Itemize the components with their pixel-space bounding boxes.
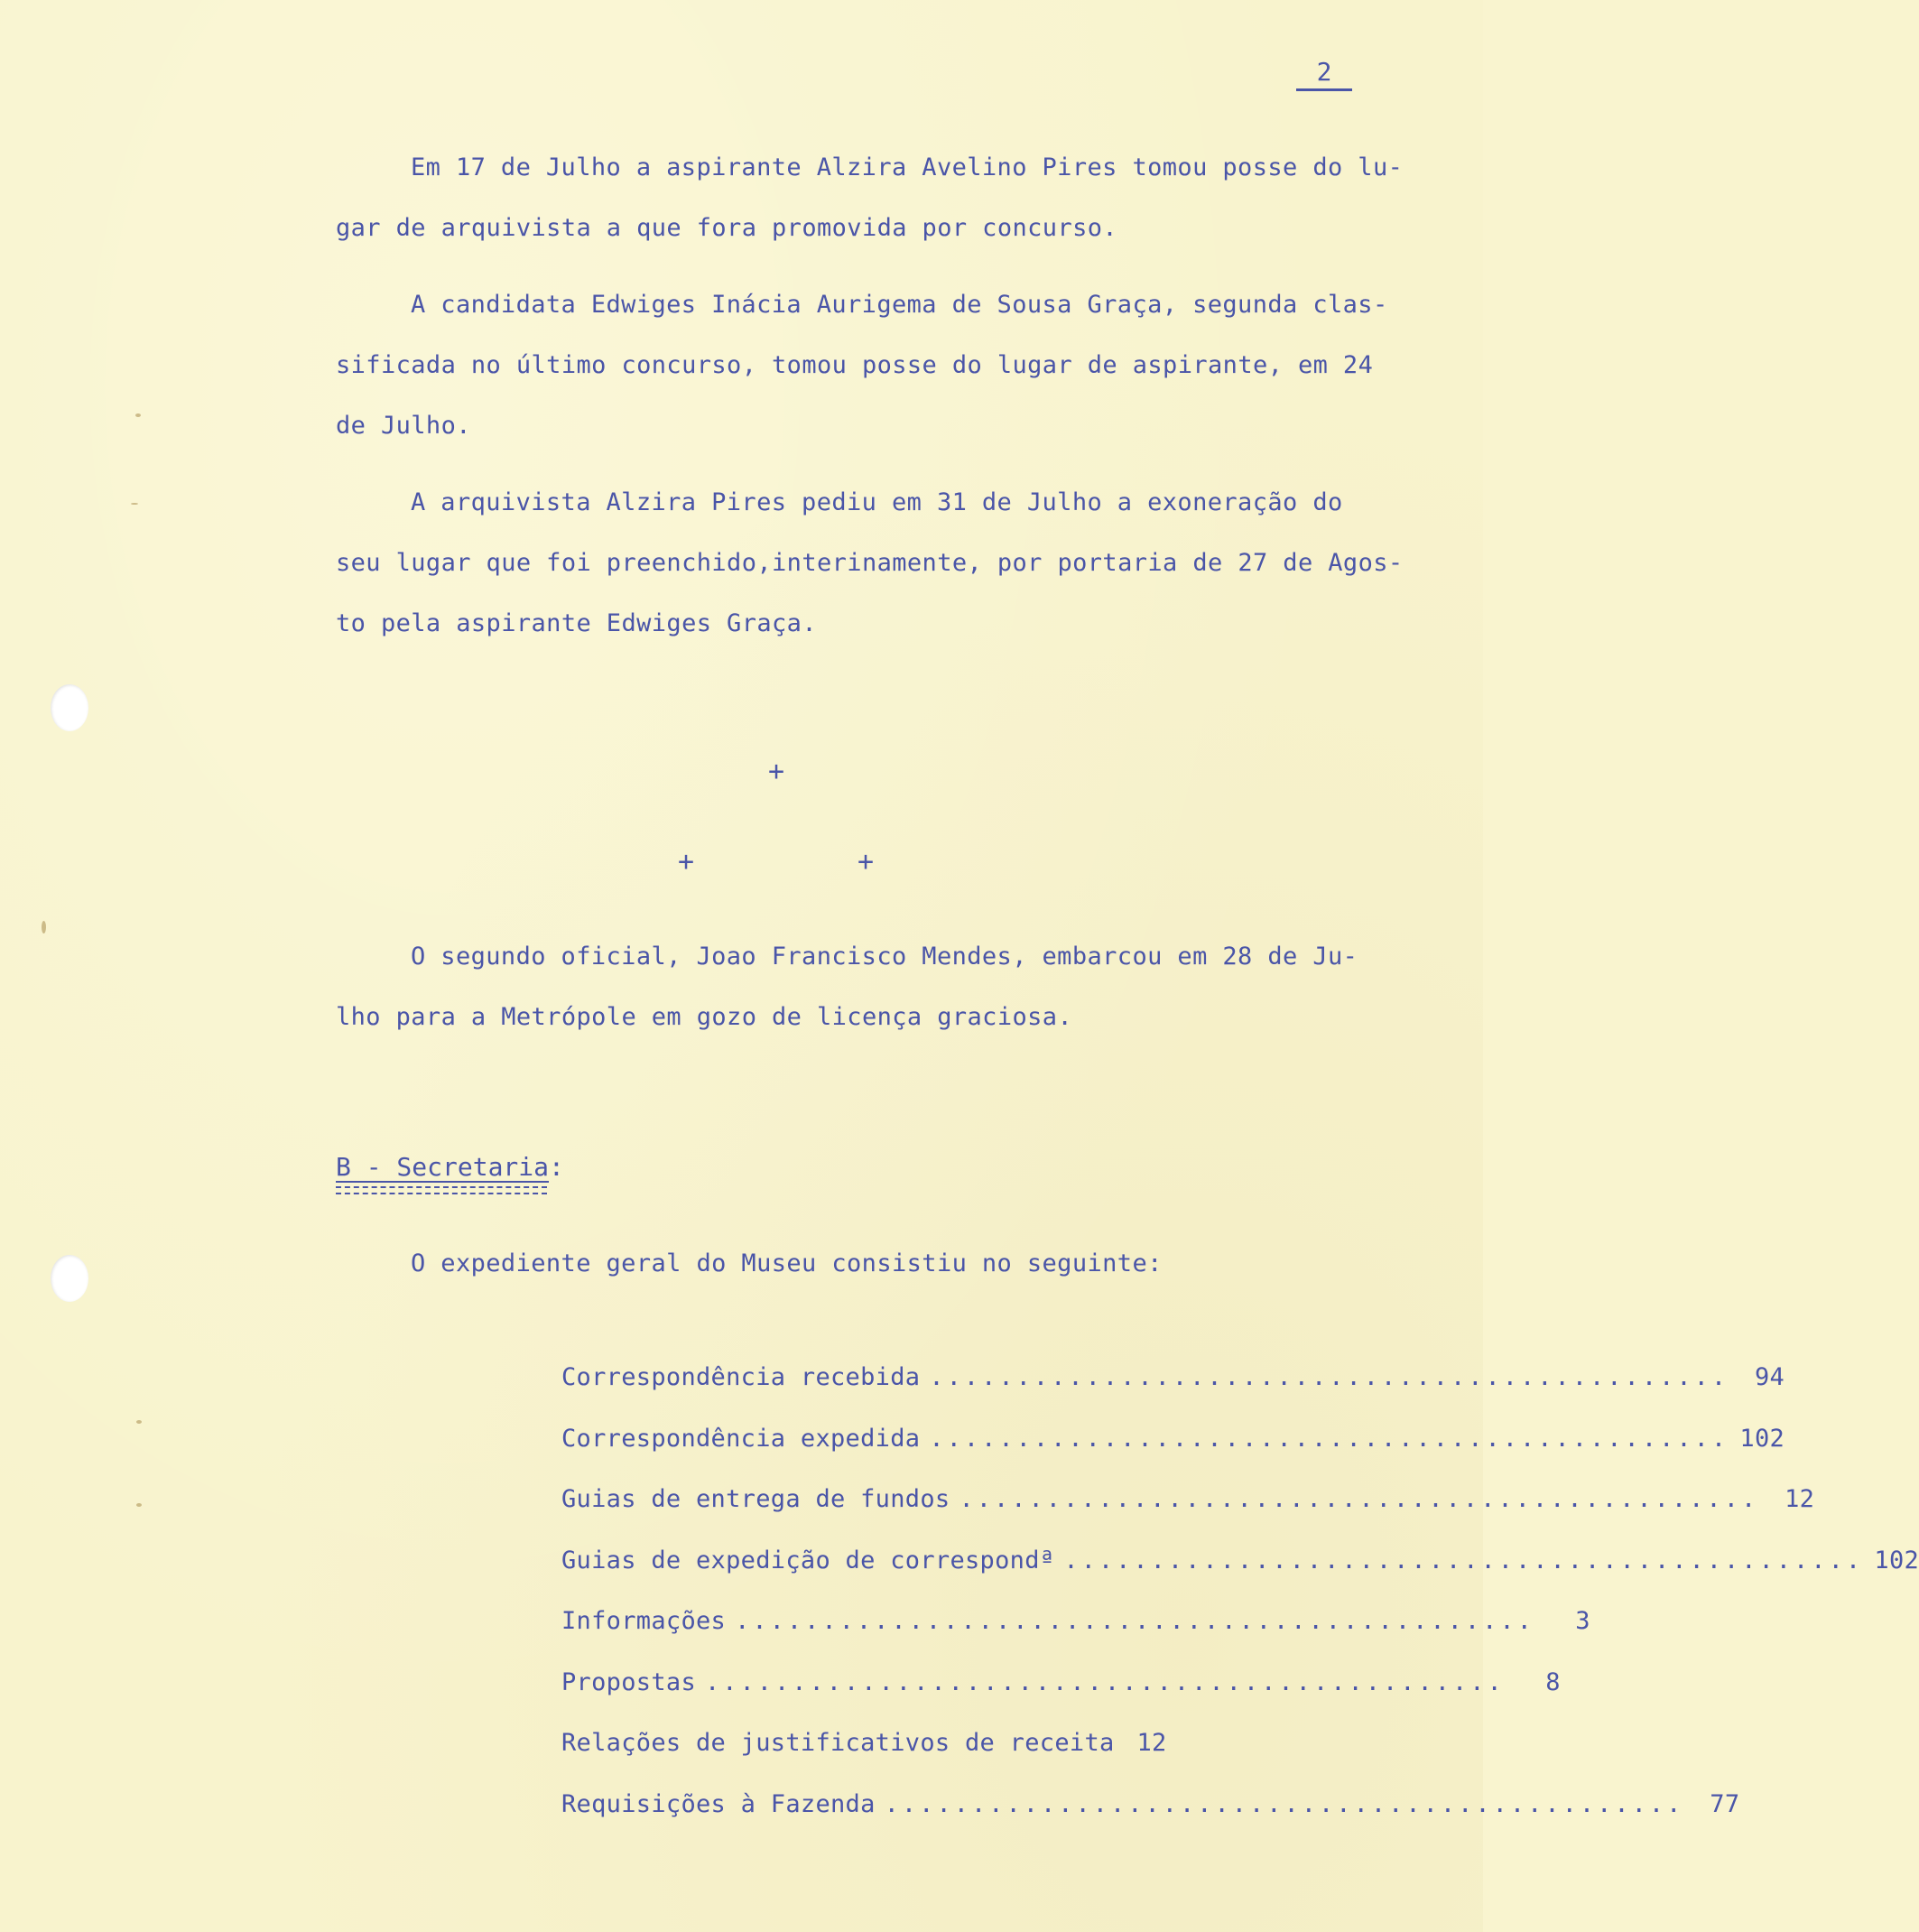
- section-title: B - Secretaria: [336, 1152, 550, 1182]
- leader-dots: ..............................................: [1063, 1546, 1864, 1574]
- section-heading-double-rule: [336, 1186, 547, 1194]
- list-item-label: Informações: [561, 1607, 727, 1635]
- paragraph-3-line-1: A arquivista Alzira Pires pediu em 31 de Julho a exoneração do: [411, 488, 1343, 516]
- punch-hole-bottom: [51, 1255, 88, 1302]
- leader-dots: ..............................................: [735, 1607, 1534, 1635]
- list-item-value: 77: [1710, 1789, 1740, 1818]
- ornament-cross-right: +: [858, 846, 875, 878]
- leader-dots: ..............................................: [929, 1363, 1729, 1391]
- paragraph-3-line-2: seu lugar que foi preenchido,interinamente, por portaria de 27 de Agos-: [336, 549, 1404, 577]
- list-item-label: Correspondência recebida: [561, 1363, 921, 1391]
- list-item-value: 102: [1874, 1546, 1919, 1574]
- leader-dots: ..............................................: [884, 1789, 1684, 1818]
- paper-speck: [135, 413, 141, 417]
- paragraph-1-line-1: Em 17 de Julho a aspirante Alzira Avelino Pires tomou posse do lu-: [411, 153, 1404, 181]
- paragraph-4-line-2: lho para a Metrópole em gozo de licença graciosa.: [336, 1003, 1073, 1031]
- list-item-value: 12: [1136, 1729, 1167, 1757]
- leader-dots: ..............................................: [705, 1667, 1505, 1696]
- list-item-label: Requisições à Fazenda: [561, 1789, 876, 1818]
- list-item: [561, 1729, 1167, 1790]
- list-item-value: 8: [1545, 1667, 1561, 1696]
- paragraph-4-line-1: O segundo oficial, Joao Francisco Mendes, embarcou em 28 de Ju-: [411, 943, 1358, 971]
- punch-hole-top: [51, 684, 88, 731]
- list-item-label: Guias de entrega de fundos: [561, 1485, 950, 1513]
- list-item: [561, 1363, 1785, 1425]
- list-item-label: Correspondência expedida: [561, 1424, 921, 1453]
- ornament-cross-top: +: [768, 756, 785, 787]
- list-item-value: 12: [1785, 1485, 1815, 1513]
- paragraph-3-line-3: to pela aspirante Edwiges Graça.: [336, 609, 817, 637]
- section-intro: O expediente geral do Museu consistiu no seguinte:: [411, 1249, 1163, 1277]
- list-item: [561, 1546, 1919, 1608]
- list-item-value: 102: [1739, 1424, 1785, 1453]
- paper-speck: [42, 921, 46, 933]
- list-item: [561, 1789, 1740, 1852]
- list-item-value: 3: [1575, 1607, 1590, 1635]
- paper-speck: [131, 503, 138, 505]
- paragraph-2-line-2: sificada no último concurso, tomou posse do lugar de aspirante, em 24: [336, 351, 1374, 379]
- paragraph-2-line-3: de Julho.: [336, 412, 471, 440]
- list-item: [561, 1485, 1815, 1547]
- leader-dots: ..............................................: [929, 1424, 1729, 1453]
- leader-dots: ..............................................: [959, 1485, 1759, 1513]
- list-item: [561, 1424, 1785, 1486]
- list-item-label: Propostas: [561, 1667, 696, 1696]
- section-heading: [336, 1152, 564, 1182]
- list-item: [561, 1667, 1561, 1730]
- page-number: 2: [1296, 56, 1352, 91]
- ornament-cross-left: +: [678, 846, 695, 878]
- list-item: [561, 1607, 1590, 1668]
- section-title-colon: :: [549, 1152, 564, 1182]
- list-item-value: 94: [1754, 1363, 1785, 1391]
- paragraph-2-line-1: A candidata Edwiges Inácia Aurigema de Sousa Graça, segunda clas-: [411, 291, 1388, 319]
- expediente-list: [561, 1363, 1919, 1851]
- list-item-label: Relações de justificativos de receita: [561, 1729, 1115, 1757]
- paper-speck: [136, 1503, 142, 1507]
- list-item-label: Guias de expedição de correspondª: [561, 1546, 1055, 1574]
- paper-speck: [136, 1420, 142, 1424]
- paragraph-1-line-2: gar de arquivista a que fora promovida por concurso.: [336, 214, 1118, 242]
